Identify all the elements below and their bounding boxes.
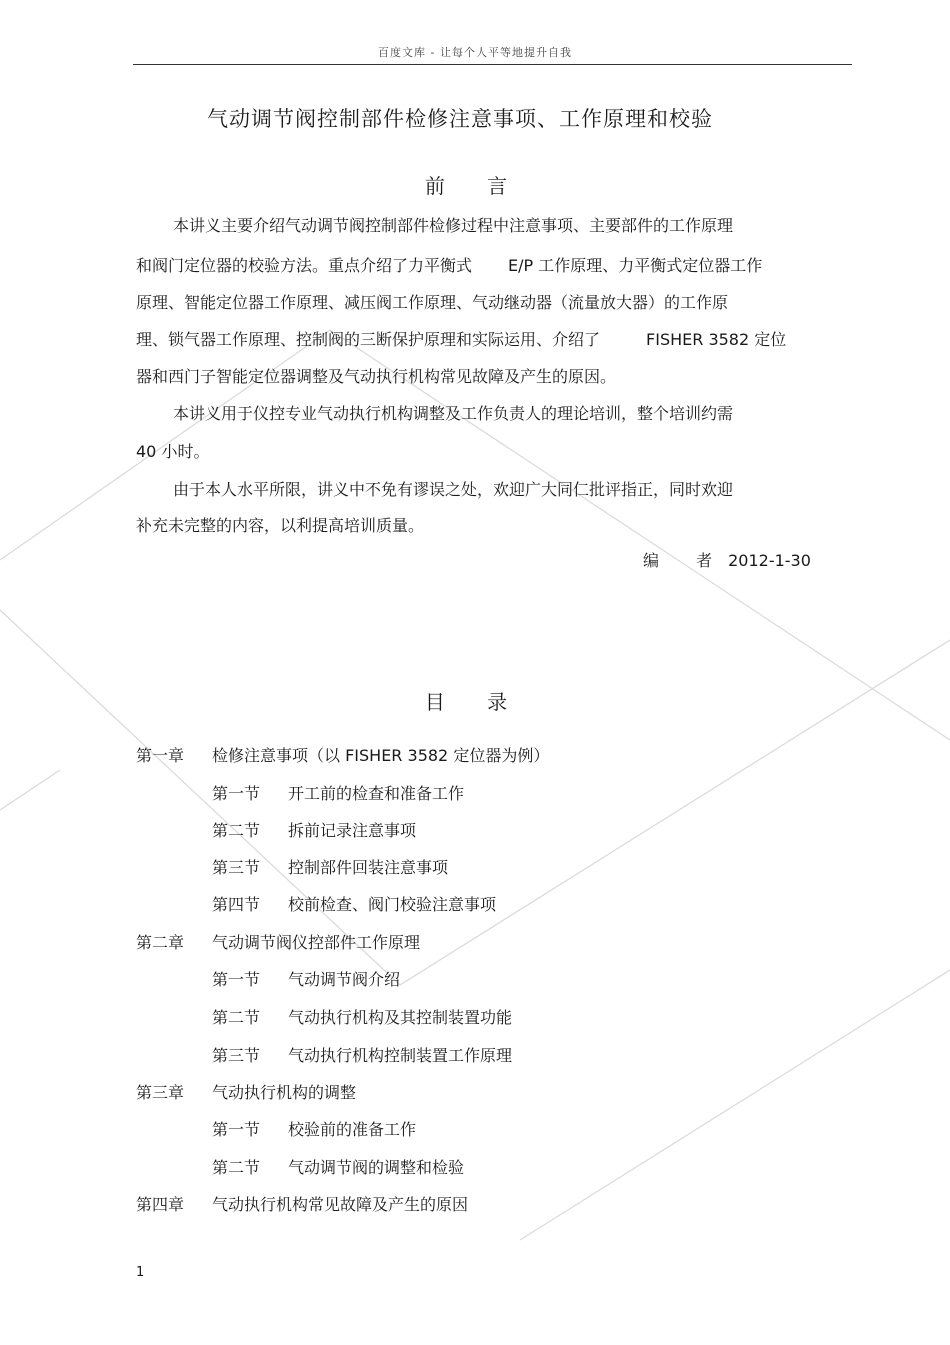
preface-p1-line2: 和阀门定位器的校验方法。重点介绍了力平衡式 E/P 工作原理、力平衡式定位器工作 bbox=[136, 256, 763, 275]
preface-heading: 前 言 bbox=[424, 174, 526, 198]
toc-section-2-2[interactable]: 第二节 气动执行机构及其控制装置功能 bbox=[212, 1008, 513, 1027]
preface-p1-line4: 理、锁气器工作原理、控制阀的三断保护原理和实际运用、介绍了 FISHER 3582 定位 bbox=[136, 330, 787, 349]
page-header: 百度文库 - 让每个人平等地提升自我 bbox=[378, 46, 572, 59]
toc-chapter-2[interactable]: 第二章 气动调节阀仪控部件工作原理 bbox=[136, 933, 421, 952]
signature-label: 编 者 bbox=[643, 551, 729, 570]
page-number: 1 bbox=[136, 1265, 145, 1280]
toc-section-3-2[interactable]: 第二节 气动调节阀的调整和检验 bbox=[212, 1158, 465, 1177]
preface-p1-line5: 器和西门子智能定位器调整及气动执行机构常见故障及产生的原因。 bbox=[136, 367, 617, 386]
preface-p1-line1: 本讲义主要介绍气动调节阀控制部件检修过程中注意事项、主要部件的工作原理 bbox=[173, 216, 734, 235]
header-rule bbox=[133, 64, 852, 65]
preface-p2-line2: 40 小时。 bbox=[136, 442, 210, 461]
preface-p3-line1: 由于本人水平所限，讲义中不免有谬误之处，欢迎广大同仁批评指正，同时欢迎 bbox=[173, 480, 734, 499]
toc-chapter-3[interactable]: 第三章 气动执行机构的调整 bbox=[136, 1083, 357, 1102]
toc-section-1-3[interactable]: 第三节 控制部件回装注意事项 bbox=[212, 858, 449, 877]
toc-chapter-4[interactable]: 第四章 气动执行机构常见故障及产生的原因 bbox=[136, 1195, 469, 1214]
toc-section-1-1[interactable]: 第一节 开工前的检查和准备工作 bbox=[212, 784, 465, 803]
document-title: 气动调节阀控制部件检修注意事项、工作原理和校验 bbox=[207, 107, 713, 131]
toc-section-2-1[interactable]: 第一节 气动调节阀介绍 bbox=[212, 970, 401, 989]
toc-section-1-4[interactable]: 第四节 校前检查、阀门校验注意事项 bbox=[212, 895, 497, 914]
toc-section-1-2[interactable]: 第二节 拆前记录注意事项 bbox=[212, 821, 417, 840]
toc-section-2-3[interactable]: 第三节 气动执行机构控制装置工作原理 bbox=[212, 1046, 513, 1065]
toc-chapter-1[interactable]: 第一章 检修注意事项（以 FISHER 3582 定位器为例） bbox=[136, 746, 550, 765]
signature bbox=[643, 548, 811, 571]
preface-p2-line1: 本讲义用于仪控专业气动执行机构调整及工作负责人的理论培训，整个培训约需 bbox=[173, 404, 734, 423]
toc-heading: 目 录 bbox=[424, 690, 526, 714]
preface-p3-line2: 补充未完整的内容，以利提高培训质量。 bbox=[136, 516, 425, 535]
signature-date: 2012-1-30 bbox=[728, 551, 811, 570]
toc-section-3-1[interactable]: 第一节 校验前的准备工作 bbox=[212, 1120, 417, 1139]
preface-p1-line3: 原理、智能定位器工作原理、减压阀工作原理、气动继动器（流量放大器）的工作原 bbox=[136, 293, 729, 312]
